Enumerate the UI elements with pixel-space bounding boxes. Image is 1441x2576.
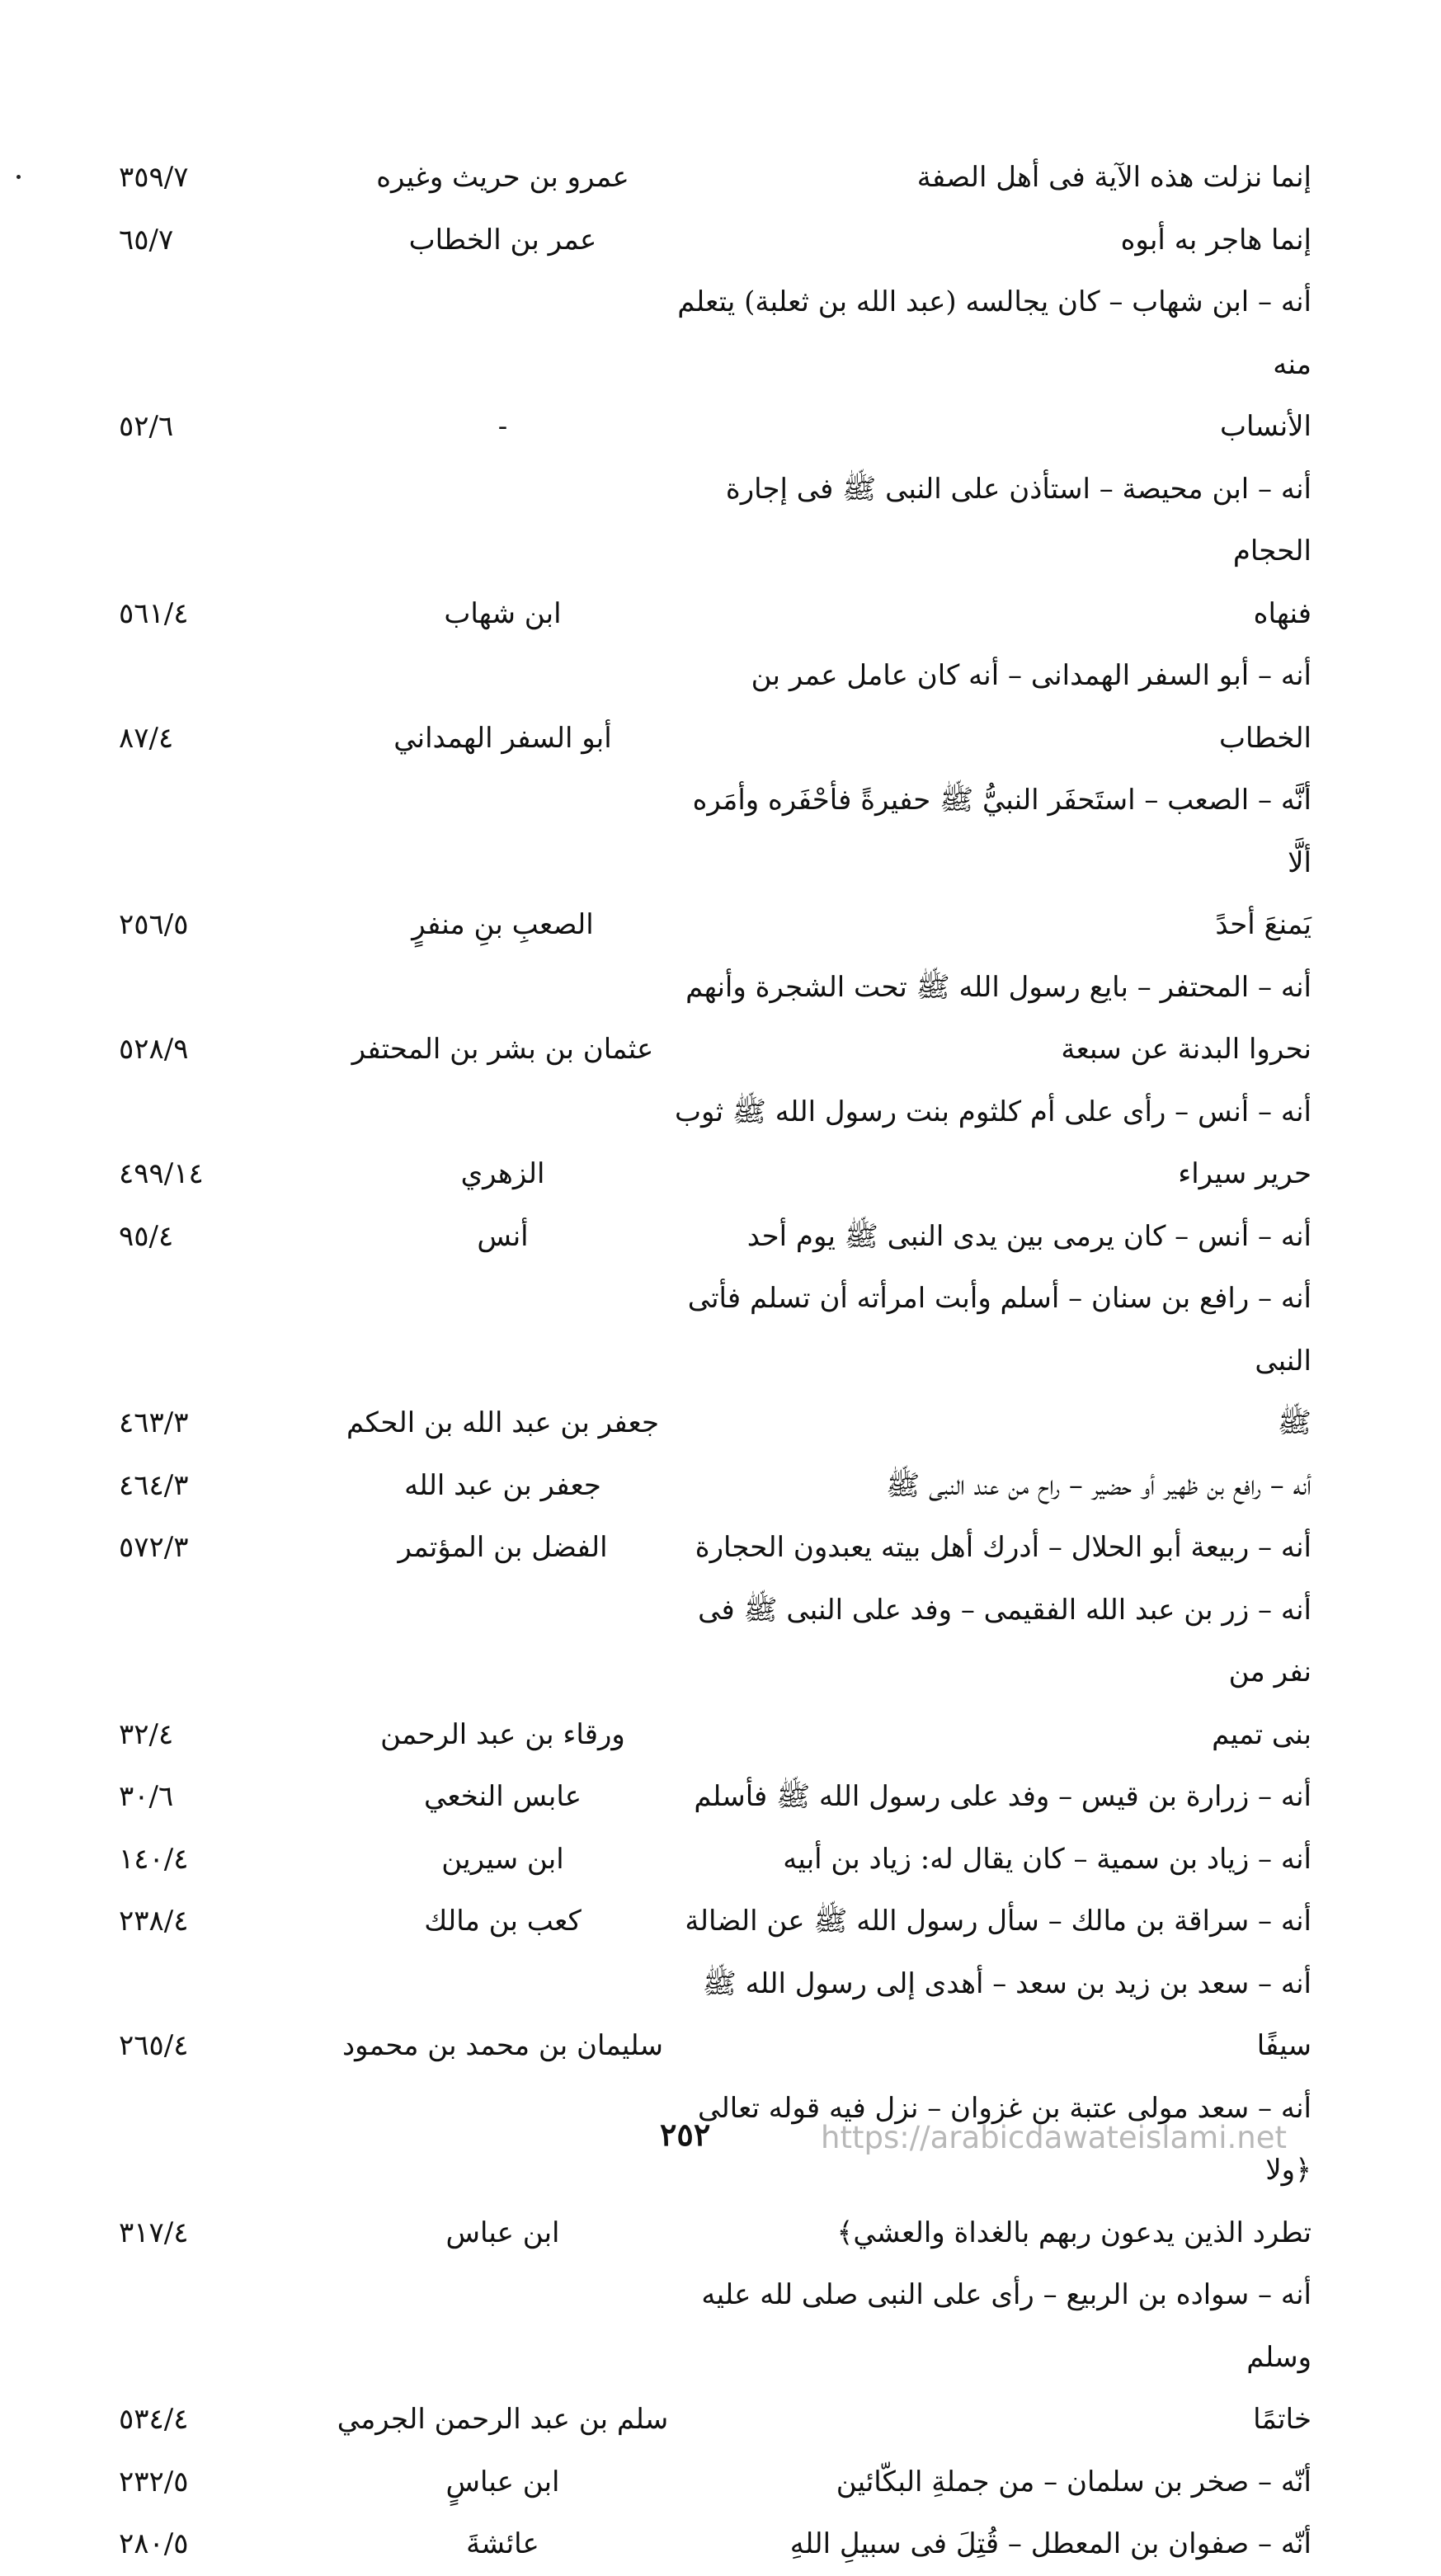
- narrator-name: جعفر بن عبد الله بن الحكم: [346, 1406, 659, 1439]
- hadith-text: أنه – أنس – كان يرمى بين يدى النبى ﷺ يوم أحد: [746, 1219, 1311, 1253]
- index-row: [107, 1829, 1311, 1891]
- narrator-name: الفضل بن المؤتمر: [398, 1531, 608, 1564]
- narrator-name: عائشةَ: [466, 2527, 539, 2560]
- narrator-name: عابس النخعي: [423, 1780, 582, 1813]
- narrator-name: ورقاء بن عبد الرحمن: [380, 1717, 625, 1751]
- index-row: [107, 1081, 1311, 1206]
- volume-page-ref: ٩٥/٤: [119, 1219, 174, 1253]
- page-number: ٢٥٢: [660, 2116, 711, 2153]
- volume-page-ref: ٤٦٣/٣: [119, 1406, 189, 1439]
- narrator-name: الصعبِ بنِ منفرٍ: [412, 908, 594, 941]
- index-row: [107, 1891, 1311, 1953]
- index-row: [107, 645, 1311, 770]
- volume-page-ref: ٥٧٢/٣: [119, 1531, 189, 1564]
- hadith-text: أنه – زر بن عبد الله الفقيمى – وفد على النبى ﷺ فى نفر من بنى تميم: [698, 1593, 1311, 1751]
- narrator-name: كعب بن مالك: [424, 1905, 582, 1938]
- narrator-name: -: [497, 410, 508, 443]
- narrator-name: أنس: [477, 1219, 529, 1253]
- hadith-text: أنه – المحتفر – بايع رسول الله ﷺ تحت الشجرة وأنهم نحروا البدنة عن سبعة: [685, 970, 1311, 1066]
- hadith-text: أنّه – صخر بن سلمان – من جملةِ البكّائين: [836, 2465, 1311, 2498]
- narrator-name: ابن شهاب: [444, 596, 562, 630]
- watermark-url: https://arabicdawateislami.net: [821, 2120, 1287, 2155]
- hadith-text: أنه – ابن شهاب – كان يجالسه (عبد الله بن ثعلبة) يتعلم منه الأنساب: [677, 285, 1311, 443]
- hadith-text: أنه – سواده بن الربيع – رأى على النبى صلى لله عليه وسلم خاتمًا: [701, 2278, 1311, 2436]
- volume-page-ref: ٦٥/٧: [119, 223, 174, 257]
- narrator-name: جعفر بن عبد الله: [404, 1468, 601, 1502]
- narrator-name: سلم بن عبد الرحمن الجرمي: [337, 2403, 669, 2436]
- index-row: [107, 459, 1311, 646]
- volume-page-ref: ٥٢/٦: [119, 410, 174, 443]
- narrator-name: عثمان بن بشر بن المحتفر: [351, 1033, 654, 1066]
- volume-page-ref: ٢٦٥/٤: [119, 2029, 189, 2062]
- index-row: [107, 2451, 1311, 2514]
- volume-page-ref: ٤٦٤/٣: [119, 1468, 189, 1502]
- hadith-text: إنما نزلت هذه الآية فى أهل الصفة: [916, 161, 1311, 194]
- index-row: [107, 770, 1311, 957]
- index-row: [107, 1766, 1311, 1829]
- narrator-name: ابن سيرين: [441, 1842, 564, 1876]
- narrator-name: عمرو بن حريث وغيره: [376, 161, 629, 194]
- index-row: [107, 271, 1311, 459]
- hadith-text: أنه – رافع بن سنان – أسلم وأبت امرأته أن تسلم فأتى النبى ﷺ: [687, 1282, 1311, 1439]
- volume-page-ref: ٣٥٩/٧: [119, 161, 189, 194]
- volume-page-ref: ٢٣٢/٥: [119, 2465, 189, 2498]
- volume-page-ref: ١٤٠/٤: [119, 1842, 189, 1876]
- volume-page-ref: ٨٧/٤: [119, 721, 174, 755]
- index-row: [107, 1268, 1311, 1455]
- index-row: [107, 2078, 1311, 2265]
- index-row: [107, 1455, 1311, 1518]
- volume-page-ref: ٢٥٦/٥: [119, 908, 189, 941]
- volume-page-ref: ٣١٧/٤: [119, 2216, 189, 2249]
- narrator-name: الزهري: [460, 1157, 545, 1190]
- volume-page-ref: ٥٣٤/٤: [119, 2403, 189, 2436]
- volume-page-ref: ٢٣٨/٤: [119, 1905, 189, 1938]
- volume-page-ref: ٥٢٨/٩: [119, 1033, 189, 1066]
- narrator-name: أبو السفر الهمداني: [393, 721, 612, 755]
- hadith-text: أنه – أبو السفر الهمدانى – أنه كان عامل عمر بن الخطاب: [751, 659, 1311, 755]
- scan-speck: [16, 175, 21, 179]
- volume-page-ref: ٣٢/٤: [119, 1717, 174, 1751]
- hadith-index-table: [107, 147, 1311, 2576]
- volume-page-ref: ٤٩٩/١٤: [119, 1157, 204, 1190]
- hadith-text: أنّه – صفوان بن المعطل – قُتِلَ فى سبيلِ اللهِ: [789, 2527, 1311, 2560]
- hadith-text: أنه – أنس – رأى على أم كلثوم بنت رسول الله ﷺ ثوب حرير سيراء: [675, 1095, 1311, 1190]
- volume-page-ref: ٣٠/٦: [119, 1780, 174, 1813]
- hadith-text: أنَّه – الصعب – استَحفَر النبيُّ ﷺ حفيرةً فأحْفَره وأمَره ألَّا يَمنعَ أحدً: [692, 784, 1311, 941]
- index-row: [107, 1517, 1311, 1580]
- index-row: [107, 1953, 1311, 2078]
- narrator-name: سليمان بن محمد بن محمود: [341, 2029, 664, 2062]
- index-row: [107, 147, 1311, 210]
- hadith-text: أنه – ربيعة أبو الحلال – أدرك أهل بيته يعبدون الحجارة: [695, 1531, 1311, 1564]
- narrator-name: ابن عباس: [445, 2216, 560, 2249]
- index-row: [107, 210, 1311, 272]
- index-row: [107, 2264, 1311, 2451]
- narrator-name: ابن عباسٍ: [445, 2465, 560, 2498]
- volume-page-ref: ٢٨٠/٥: [119, 2527, 189, 2560]
- hadith-text: أنه – سعد بن زيد بن سعد – أهدى إلى رسول الله ﷺ سيفًا: [702, 1966, 1311, 2062]
- volume-page-ref: ٥٦١/٤: [119, 596, 189, 630]
- hadith-text: أنه – زرارة بن قيس – وفد على رسول الله ﷺ فأسلم: [694, 1780, 1311, 1813]
- narrator-name: عمر بن الخطاب: [408, 223, 597, 257]
- index-row: [107, 1206, 1311, 1269]
- hadith-text: أنه – سعد مولى عتبة بن غزوان – نزل فيه قوله تعالى ﴿ولا تطرد الذين يدعون ربهم بالغداة والعشي﴾: [698, 2091, 1311, 2249]
- index-row: [107, 2513, 1311, 2576]
- hadith-text: إنما هاجر به أبوه: [1120, 223, 1311, 257]
- hadith-text: أنه – سراقة بن مالك – سأل رسول الله ﷺ عن الضالة: [685, 1905, 1311, 1938]
- hadith-text: أنه – زياد بن سمية – كان يقال له: زياد بن أبيه: [783, 1842, 1311, 1876]
- index-row: [107, 1580, 1311, 1767]
- hadith-text: أنه – ابن محيصة – استأذن على النبى ﷺ فى إجارة الحجام فنهاه: [725, 472, 1311, 630]
- hadith-text: أنه – رافع بن ظهير أو حضير – راح من عند النبى ﷺ: [886, 1468, 1311, 1502]
- index-row: [107, 957, 1311, 1081]
